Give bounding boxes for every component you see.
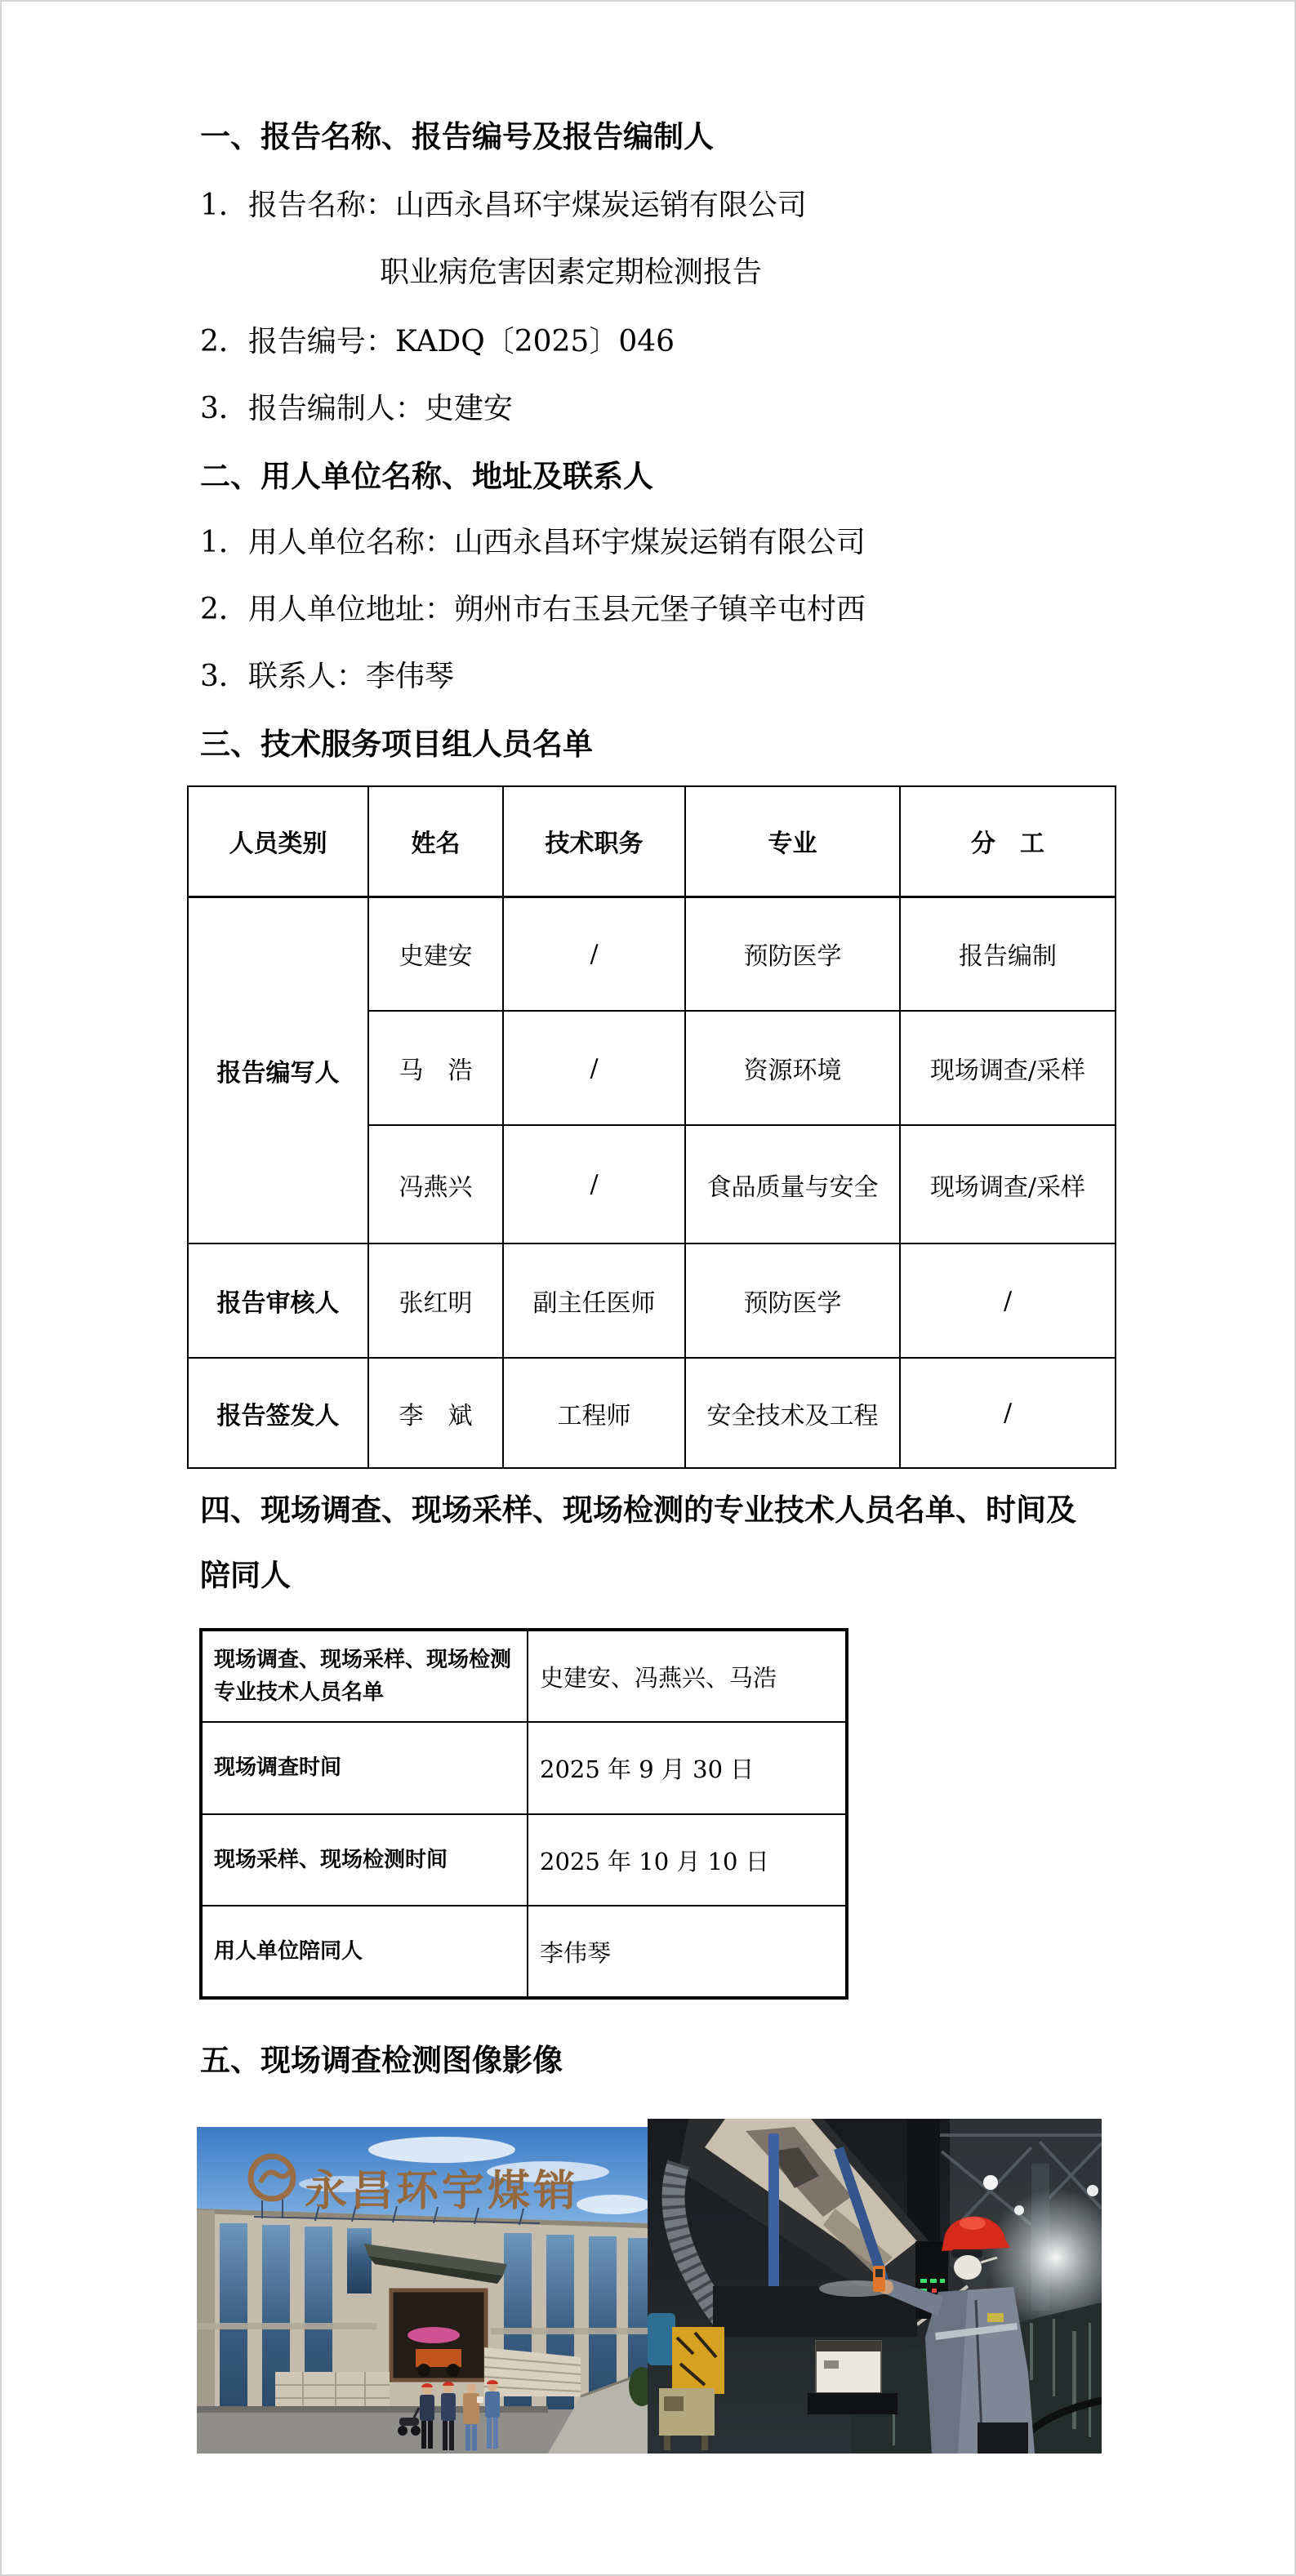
row-value-survey-date: 2025 年 9 月 30 日 bbox=[528, 1722, 847, 1814]
report-name-continuation: 职业病危害因素定期检测报告 bbox=[380, 256, 763, 289]
row-value-personnel: 史建安、冯燕兴、马浩 bbox=[528, 1630, 847, 1722]
face-mask bbox=[954, 2255, 982, 2280]
tractor-wheel bbox=[417, 2364, 430, 2377]
cell-title: 工程师 bbox=[503, 1358, 685, 1468]
section-heading-1: 一、报告名称、报告编号及报告编制人 bbox=[200, 118, 714, 154]
cell-name: 张红明 bbox=[368, 1244, 503, 1358]
cell-title: 副主任医师 bbox=[503, 1244, 685, 1358]
row-label-personnel: 现场调查、现场采样、现场检测专业技术人员名单 bbox=[201, 1630, 528, 1722]
cell-name: 冯燕兴 bbox=[368, 1125, 503, 1244]
row-label-escort: 用人单位陪同人 bbox=[201, 1906, 528, 1998]
col-header-category: 人员类别 bbox=[188, 786, 368, 896]
section-heading-3: 三、技术服务项目组人员名单 bbox=[200, 726, 593, 762]
cell-duty: / bbox=[900, 1244, 1116, 1358]
cell-title: / bbox=[503, 1011, 685, 1125]
contact-person-line: 3．联系人：李伟琴 bbox=[200, 660, 454, 693]
cell-duty: 报告编制 bbox=[900, 896, 1116, 1011]
row-value-sampling-date: 2025 年 10 月 10 日 bbox=[528, 1814, 847, 1906]
slab-band bbox=[197, 2323, 376, 2329]
table-row bbox=[188, 1358, 1116, 1468]
cell-duty: 现场调查/采样 bbox=[900, 1125, 1116, 1244]
table-row bbox=[201, 1630, 847, 1722]
blue-barrel bbox=[648, 2313, 675, 2365]
building-photo bbox=[197, 2127, 648, 2454]
cell-name: 史建安 bbox=[368, 896, 503, 1011]
section-heading-4-line1: 四、现场调查、现场采样、现场检测的专业技术人员名单、时间及 bbox=[200, 1492, 1076, 1528]
employer-address-line: 2．用人单位地址：朔州市右玉县元堡子镇辛屯村西 bbox=[200, 593, 866, 626]
category-writers: 报告编写人 bbox=[188, 896, 368, 1244]
cell-major: 安全技术及工程 bbox=[685, 1358, 900, 1468]
helmet-highlight bbox=[960, 2217, 986, 2230]
worker-trousers bbox=[978, 2423, 1028, 2454]
light bbox=[1014, 2205, 1024, 2215]
cell-major: 食品质量与安全 bbox=[685, 1125, 900, 1244]
table-row bbox=[188, 1244, 1116, 1358]
yellow-panel bbox=[672, 2327, 724, 2394]
table-row bbox=[201, 1814, 847, 1906]
category-reviewer: 报告审核人 bbox=[188, 1244, 368, 1358]
col-header-name: 姓名 bbox=[368, 786, 503, 896]
cell-duty: 现场调查/采样 bbox=[900, 1011, 1116, 1125]
table-row bbox=[188, 896, 1116, 1011]
chest-badge bbox=[987, 2313, 1004, 2322]
field-work-table bbox=[199, 1628, 848, 2000]
gas-detector bbox=[873, 2266, 885, 2292]
cell-major: 预防医学 bbox=[685, 1244, 900, 1358]
cell-name: 李 斌 bbox=[368, 1358, 503, 1468]
report-name-line: 1．报告名称：山西永昌环宇煤炭运销有限公司 bbox=[200, 189, 807, 222]
report-author-line: 3．报告编制人：史建安 bbox=[200, 392, 513, 425]
report-number-line: 2．报告编号：KADQ〔2025〕046 bbox=[200, 325, 675, 358]
light bbox=[1087, 2185, 1098, 2196]
col-header-major: 专业 bbox=[685, 786, 900, 896]
cell-name: 马 浩 bbox=[368, 1011, 503, 1125]
blue-beam bbox=[768, 2133, 779, 2309]
employer-name-line: 1．用人单位名称：山西永昌环宇煤炭运销有限公司 bbox=[200, 526, 866, 559]
entrance-arch-light bbox=[408, 2327, 460, 2343]
section-heading-4-line2: 陪同人 bbox=[200, 1557, 291, 1593]
tractor-wheel bbox=[447, 2364, 460, 2377]
col-header-title: 技术职务 bbox=[503, 786, 685, 896]
building-sign-text: 永昌环宇煤销 bbox=[305, 2166, 580, 2216]
section-heading-5: 五、现场调查检测图像影像 bbox=[200, 2042, 563, 2078]
cloud bbox=[577, 2195, 648, 2214]
cell-major: 资源环境 bbox=[685, 1011, 900, 1125]
cloud bbox=[368, 2137, 515, 2163]
section-heading-2: 二、用人单位名称、地址及联系人 bbox=[200, 458, 653, 494]
table-header-row bbox=[188, 786, 1116, 896]
cell-major: 预防医学 bbox=[685, 896, 900, 1011]
row-label-sampling-date: 现场采样、现场检测时间 bbox=[201, 1814, 528, 1906]
cell-duty: / bbox=[900, 1358, 1116, 1468]
table-row bbox=[201, 1722, 847, 1814]
light bbox=[983, 2175, 998, 2190]
stone-wall bbox=[275, 2372, 390, 2411]
table-row bbox=[201, 1906, 847, 1998]
col-header-duty: 分 工 bbox=[900, 786, 1116, 896]
personnel-table bbox=[187, 785, 1116, 1469]
cell-title: / bbox=[503, 1125, 685, 1244]
slab-band bbox=[491, 2328, 648, 2334]
site-inspection-photo bbox=[648, 2119, 1102, 2454]
row-label-survey-date: 现场调查时间 bbox=[201, 1722, 528, 1814]
cell-title: / bbox=[503, 896, 685, 1011]
category-issuer: 报告签发人 bbox=[188, 1358, 368, 1468]
row-value-escort: 李伟琴 bbox=[528, 1906, 847, 1998]
